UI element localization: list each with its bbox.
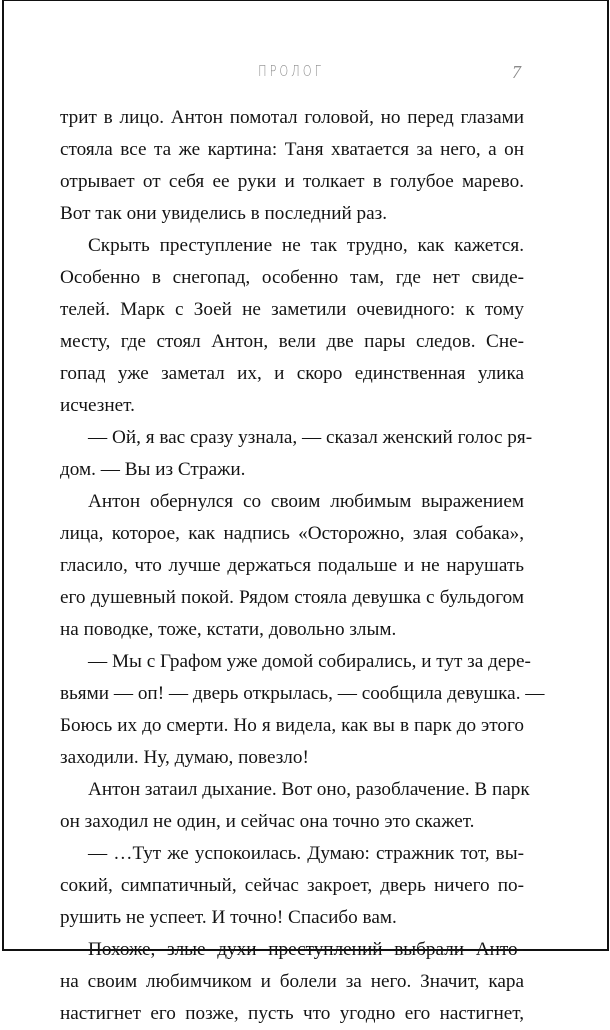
text-line: — Ой, я вас сразу узнала, — сказал женский голос ря- [88,427,533,448]
text-line: рушить не успеет. И точно! Спасибо вам. [60,907,397,928]
running-header [0,62,610,88]
text-line: Антон обернулся со своим любимым выражением [88,491,524,512]
text-line: дом. — Вы из Стражи. [60,459,246,480]
text-line: стояла все та же картина: Таня хватается за него, а он [60,139,524,160]
text-line: Особенно в снегопад, особенно там, где нет свиде- [60,267,524,288]
text-line: Скрыть преступление не так трудно, как кажется. [88,235,524,256]
text-line: Похоже, злые духи преступлений выбрали Анто- [88,939,524,960]
text-line: лица, которое, как надпись «Осторожно, злая собака», [60,523,524,544]
text-line: исчезнет. [60,395,135,416]
text-line: отрывает от себя ее руки и толкает в голубое марево. [60,171,524,192]
text-line: гопад уже заметал их, и скоро единственная улика [60,363,524,384]
text-line: он заходил не один, и сейчас она точно это скажет. [60,811,475,832]
text-line: настигнет его позже, пусть что угодно его настигнет, [60,1003,524,1024]
text-line: — …Тут же успокоилась. Думаю: стражник тот, вы- [88,843,524,864]
text-line: его душевный покой. Рядом стояла девушка с бульдогом [60,587,524,608]
text-line: заходили. Ну, думаю, повезло! [60,747,309,768]
page-number: 7 [512,62,521,82]
text-line: — Мы с Графом уже домой собирались, и тут за дере- [88,651,531,672]
text-line: Боюсь их до смерти. Но я видела, как вы в парк до этого [60,715,524,736]
text-line: Антон затаил дыхание. Вот оно, разоблачение. В парк [88,779,530,800]
text-line: на поводке, тоже, кстати, довольно злым. [60,619,397,640]
text-line: гласило, что лучше держаться подальше и не нарушать [60,555,524,576]
text-line: трит в лицо. Антон помотал головой, но перед глазами [60,107,524,128]
page-body-text [60,102,545,1030]
text-line: телей. Марк с Зоей не заметили очевидного: к тому [60,299,524,320]
text-line: Вот так они увиделись в последний раз. [60,203,388,224]
text-line: месту, где стоял Антон, вели две пары следов. Сне- [60,331,524,352]
chapter-title: ПРОЛОГ [258,62,324,80]
text-line: сокий, симпатичный, сейчас закроет, дверь ничего по- [60,875,524,896]
text-line: вьями — оп! — дверь открылась, — сообщила девушка. — [60,683,545,704]
text-line: на своим любимчиком и болели за него. Значит, кара [60,971,524,992]
